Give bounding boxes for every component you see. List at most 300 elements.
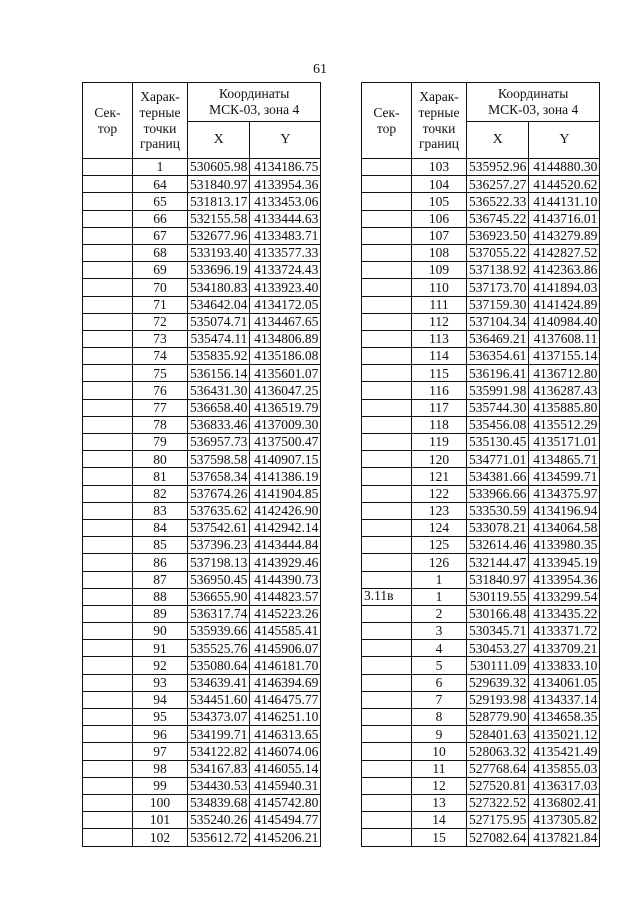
table-row [362, 365, 600, 382]
table-row [83, 348, 321, 365]
sector-cell [83, 330, 133, 347]
y-coordinate-cell: 4140907.15 [250, 451, 321, 468]
y-coordinate-cell: 4136519.79 [250, 399, 321, 416]
sector-cell [362, 348, 412, 365]
y-coordinate-cell: 4137155.14 [529, 348, 600, 365]
point-cell: 100 [133, 794, 188, 811]
points-header: Харак- терные точки границ [412, 83, 467, 159]
point-cell: 4 [412, 640, 467, 657]
table-row [362, 674, 600, 691]
point-cell: 123 [412, 502, 467, 519]
sector-cell [83, 760, 133, 777]
x-coordinate-cell: 536833.46 [188, 416, 250, 433]
y-coordinate-cell: 4144390.73 [250, 571, 321, 588]
x-coordinate-cell: 536923.50 [467, 227, 529, 244]
sector-cell [83, 210, 133, 227]
y-coordinate-cell: 4133453.06 [250, 193, 321, 210]
sector-cell [83, 640, 133, 657]
point-cell: 76 [133, 382, 188, 399]
table-row [83, 451, 321, 468]
point-cell: 119 [412, 434, 467, 451]
y-coordinate-cell: 4133833.10 [529, 657, 600, 674]
table-row [362, 794, 600, 811]
sector-cell [362, 777, 412, 794]
y-coordinate-cell: 4137821.84 [529, 829, 600, 846]
table-row [362, 726, 600, 743]
y-coordinate-cell: 4142426.90 [250, 502, 321, 519]
x-coordinate-cell: 536354.61 [467, 348, 529, 365]
table-row [83, 794, 321, 811]
point-cell: 3 [412, 623, 467, 640]
point-cell: 117 [412, 399, 467, 416]
coordinates-table-left [82, 82, 321, 847]
sector-cell [362, 502, 412, 519]
coordinates-table-right [361, 82, 600, 847]
table-row [362, 399, 600, 416]
x-coordinate-cell: 533696.19 [188, 262, 250, 279]
point-cell: 84 [133, 519, 188, 536]
table-row [83, 674, 321, 691]
table-row [83, 657, 321, 674]
table-row [362, 416, 600, 433]
table-row [362, 313, 600, 330]
y-coordinate-cell: 4133709.21 [529, 640, 600, 657]
x-coordinate-cell: 537198.13 [188, 554, 250, 571]
y-coordinate-cell: 4134467.65 [250, 313, 321, 330]
sector-cell [362, 193, 412, 210]
table-row [362, 709, 600, 726]
y-coordinate-cell: 4146475.77 [250, 691, 321, 708]
table-row [362, 743, 600, 760]
x-coordinate-cell: 536950.45 [188, 571, 250, 588]
sector-cell [83, 777, 133, 794]
y-coordinate-cell: 4133299.54 [529, 588, 600, 605]
page-number: 61 [313, 62, 327, 77]
x-coordinate-cell: 529193.98 [467, 691, 529, 708]
sector-cell [362, 451, 412, 468]
x-coordinate-cell: 536196.41 [467, 365, 529, 382]
point-cell: 124 [412, 519, 467, 536]
table-row [362, 691, 600, 708]
table-row [83, 434, 321, 451]
sector-cell [362, 210, 412, 227]
x-coordinate-cell: 536317.74 [188, 605, 250, 622]
y-coordinate-cell: 4135021.12 [529, 726, 600, 743]
sector-cell [362, 313, 412, 330]
sector-cell [362, 262, 412, 279]
point-cell: 125 [412, 537, 467, 554]
sector-cell [362, 399, 412, 416]
x-coordinate-cell: 532677.96 [188, 227, 250, 244]
x-coordinate-cell: 530111.09 [467, 657, 529, 674]
table-row [362, 227, 600, 244]
table-row [83, 571, 321, 588]
table-row [83, 760, 321, 777]
table-row [362, 244, 600, 261]
x-coordinate-cell: 537138.92 [467, 262, 529, 279]
table-row [83, 691, 321, 708]
table-row [83, 399, 321, 416]
x-coordinate-cell: 534451.60 [188, 691, 250, 708]
table-body-left [83, 159, 321, 847]
point-cell: 109 [412, 262, 467, 279]
sector-cell [362, 794, 412, 811]
x-coordinate-cell: 537674.26 [188, 485, 250, 502]
x-coordinate-cell: 535952.96 [467, 159, 529, 176]
y-coordinate-cell: 4140984.40 [529, 313, 600, 330]
x-coordinate-cell: 529639.32 [467, 674, 529, 691]
point-cell: 66 [133, 210, 188, 227]
table-row [83, 193, 321, 210]
x-coordinate-cell: 537635.62 [188, 502, 250, 519]
point-cell: 12 [412, 777, 467, 794]
sector-cell [362, 554, 412, 571]
sector-cell [362, 279, 412, 296]
point-cell: 113 [412, 330, 467, 347]
point-cell: 105 [412, 193, 467, 210]
point-cell: 70 [133, 279, 188, 296]
table-row [362, 193, 600, 210]
point-cell: 1 [412, 588, 467, 605]
point-cell: 2 [412, 605, 467, 622]
y-coordinate-cell: 4143716.01 [529, 210, 600, 227]
y-coordinate-cell: 4137608.11 [529, 330, 600, 347]
table-row [362, 571, 600, 588]
point-cell: 104 [412, 176, 467, 193]
sector-cell [362, 330, 412, 347]
table-row [83, 588, 321, 605]
y-coordinate-cell: 4133444.63 [250, 210, 321, 227]
y-coordinate-cell: 4133483.71 [250, 227, 321, 244]
y-coordinate-cell: 4133945.19 [529, 554, 600, 571]
point-cell: 101 [133, 812, 188, 829]
y-coordinate-cell: 4134658.35 [529, 709, 600, 726]
x-header: X [467, 122, 529, 159]
sector-cell [83, 451, 133, 468]
point-cell: 98 [133, 760, 188, 777]
table-row [362, 502, 600, 519]
table-row [83, 176, 321, 193]
sector-cell [83, 554, 133, 571]
y-coordinate-cell: 4136317.03 [529, 777, 600, 794]
sector-cell [83, 382, 133, 399]
point-cell: 1 [412, 571, 467, 588]
sector-cell [83, 348, 133, 365]
sector-cell [83, 588, 133, 605]
x-coordinate-cell: 537104.34 [467, 313, 529, 330]
point-cell: 116 [412, 382, 467, 399]
sector-cell [362, 434, 412, 451]
sector-cell [83, 262, 133, 279]
table-row [362, 468, 600, 485]
point-cell: 88 [133, 588, 188, 605]
x-coordinate-cell: 537159.30 [467, 296, 529, 313]
x-coordinate-cell: 535240.26 [188, 812, 250, 829]
x-header: X [188, 122, 250, 159]
sector-cell [362, 691, 412, 708]
table-row [83, 468, 321, 485]
y-coordinate-cell: 4136802.41 [529, 794, 600, 811]
table-row [362, 296, 600, 313]
sector-cell [83, 812, 133, 829]
table-row [83, 812, 321, 829]
x-coordinate-cell: 527768.64 [467, 760, 529, 777]
point-cell: 102 [133, 829, 188, 846]
point-cell: 86 [133, 554, 188, 571]
y-coordinate-cell: 4143929.46 [250, 554, 321, 571]
table-row [83, 554, 321, 571]
sector-cell [83, 726, 133, 743]
x-coordinate-cell: 537598.58 [188, 451, 250, 468]
sector-cell [83, 227, 133, 244]
sector-cell [83, 605, 133, 622]
sector-cell [83, 519, 133, 536]
point-cell: 9 [412, 726, 467, 743]
point-cell: 89 [133, 605, 188, 622]
table-row [362, 554, 600, 571]
point-cell: 64 [133, 176, 188, 193]
y-coordinate-cell: 4136047.25 [250, 382, 321, 399]
sector-cell [83, 468, 133, 485]
sector-cell [362, 382, 412, 399]
point-cell: 15 [412, 829, 467, 846]
x-coordinate-cell: 533530.59 [467, 502, 529, 519]
x-coordinate-cell: 532144.47 [467, 554, 529, 571]
y-coordinate-cell: 4133435.22 [529, 605, 600, 622]
y-coordinate-cell: 4135885.80 [529, 399, 600, 416]
table-row [83, 262, 321, 279]
x-coordinate-cell: 535456.08 [467, 416, 529, 433]
x-coordinate-cell: 534373.07 [188, 709, 250, 726]
y-coordinate-cell: 4133923.40 [250, 279, 321, 296]
sector-cell [83, 709, 133, 726]
x-coordinate-cell: 537173.70 [467, 279, 529, 296]
table-row [83, 279, 321, 296]
y-coordinate-cell: 4136712.80 [529, 365, 600, 382]
coordinates-header: Координаты МСК-03, зона 4 [467, 83, 600, 122]
point-cell: 67 [133, 227, 188, 244]
table-row [83, 296, 321, 313]
y-coordinate-cell: 4135855.03 [529, 760, 600, 777]
x-coordinate-cell: 533078.21 [467, 519, 529, 536]
sector-cell [362, 829, 412, 846]
sector-cell [83, 537, 133, 554]
sector-cell [362, 605, 412, 622]
table-body-right [362, 159, 600, 847]
y-header: Y [250, 122, 321, 159]
point-cell: 68 [133, 244, 188, 261]
y-coordinate-cell: 4144880.30 [529, 159, 600, 176]
table-row [83, 485, 321, 502]
x-coordinate-cell: 537658.34 [188, 468, 250, 485]
x-coordinate-cell: 536655.90 [188, 588, 250, 605]
x-coordinate-cell: 535744.30 [467, 399, 529, 416]
y-coordinate-cell: 4143444.84 [250, 537, 321, 554]
x-coordinate-cell: 536257.27 [467, 176, 529, 193]
x-coordinate-cell: 535612.72 [188, 829, 250, 846]
sector-header: Сек- тор [83, 83, 133, 159]
point-cell: 69 [133, 262, 188, 279]
point-cell: 111 [412, 296, 467, 313]
point-cell: 10 [412, 743, 467, 760]
sector-cell [362, 623, 412, 640]
x-coordinate-cell: 530453.27 [467, 640, 529, 657]
sector-cell [362, 519, 412, 536]
point-cell: 108 [412, 244, 467, 261]
point-cell: 110 [412, 279, 467, 296]
y-coordinate-cell: 4146251.10 [250, 709, 321, 726]
sector-cell [362, 571, 412, 588]
point-cell: 115 [412, 365, 467, 382]
x-coordinate-cell: 534122.82 [188, 743, 250, 760]
y-coordinate-cell: 4145742.80 [250, 794, 321, 811]
table-row [362, 623, 600, 640]
y-coordinate-cell: 4134375.97 [529, 485, 600, 502]
y-coordinate-cell: 4134196.94 [529, 502, 600, 519]
point-cell: 79 [133, 434, 188, 451]
point-cell: 106 [412, 210, 467, 227]
y-coordinate-cell: 4142363.86 [529, 262, 600, 279]
y-coordinate-cell: 4141894.03 [529, 279, 600, 296]
point-cell: 74 [133, 348, 188, 365]
sector-cell [362, 485, 412, 502]
y-coordinate-cell: 4142942.14 [250, 519, 321, 536]
x-coordinate-cell: 536957.73 [188, 434, 250, 451]
sector-cell [362, 176, 412, 193]
x-coordinate-cell: 535835.92 [188, 348, 250, 365]
sector-cell [362, 743, 412, 760]
point-cell: 90 [133, 623, 188, 640]
table-row [83, 502, 321, 519]
table-row [362, 176, 600, 193]
table-row [362, 829, 600, 846]
x-coordinate-cell: 534639.41 [188, 674, 250, 691]
y-coordinate-cell: 4135512.29 [529, 416, 600, 433]
y-coordinate-cell: 4145940.31 [250, 777, 321, 794]
y-coordinate-cell: 4145906.07 [250, 640, 321, 657]
y-coordinate-cell: 4144520.62 [529, 176, 600, 193]
sector-cell [83, 176, 133, 193]
sector-cell [362, 296, 412, 313]
table-row [83, 313, 321, 330]
x-coordinate-cell: 531813.17 [188, 193, 250, 210]
y-coordinate-cell: 4133577.33 [250, 244, 321, 261]
y-coordinate-cell: 4133954.36 [250, 176, 321, 193]
table-row [83, 210, 321, 227]
table-row [83, 709, 321, 726]
point-cell: 8 [412, 709, 467, 726]
y-coordinate-cell: 4142827.52 [529, 244, 600, 261]
y-coordinate-cell: 4134806.89 [250, 330, 321, 347]
y-coordinate-cell: 4146181.70 [250, 657, 321, 674]
y-coordinate-cell: 4137009.30 [250, 416, 321, 433]
y-coordinate-cell: 4144131.10 [529, 193, 600, 210]
x-coordinate-cell: 534199.71 [188, 726, 250, 743]
y-coordinate-cell: 4134061.05 [529, 674, 600, 691]
x-coordinate-cell: 535991.98 [467, 382, 529, 399]
x-coordinate-cell: 528779.90 [467, 709, 529, 726]
point-cell: 120 [412, 451, 467, 468]
sector-cell [83, 691, 133, 708]
sector-cell [83, 502, 133, 519]
x-coordinate-cell: 536658.40 [188, 399, 250, 416]
sector-cell [83, 159, 133, 176]
table-row [362, 588, 600, 605]
point-cell: 1 [133, 159, 188, 176]
point-cell: 77 [133, 399, 188, 416]
sector-cell [83, 399, 133, 416]
x-coordinate-cell: 532614.46 [467, 537, 529, 554]
sector-cell [362, 537, 412, 554]
x-coordinate-cell: 534430.53 [188, 777, 250, 794]
sector-cell [362, 159, 412, 176]
point-cell: 13 [412, 794, 467, 811]
x-coordinate-cell: 530345.71 [467, 623, 529, 640]
table-row [362, 519, 600, 536]
y-coordinate-cell: 4134186.75 [250, 159, 321, 176]
point-cell: 65 [133, 193, 188, 210]
y-coordinate-cell: 4136287.43 [529, 382, 600, 399]
x-coordinate-cell: 537542.61 [188, 519, 250, 536]
point-cell: 94 [133, 691, 188, 708]
point-cell: 126 [412, 554, 467, 571]
y-coordinate-cell: 4134599.71 [529, 468, 600, 485]
table-row [83, 330, 321, 347]
y-coordinate-cell: 4145206.21 [250, 829, 321, 846]
y-coordinate-cell: 4134064.58 [529, 519, 600, 536]
sector-cell [83, 623, 133, 640]
point-cell: 122 [412, 485, 467, 502]
point-cell: 103 [412, 159, 467, 176]
table-row [362, 279, 600, 296]
y-coordinate-cell: 4143279.89 [529, 227, 600, 244]
point-cell: 93 [133, 674, 188, 691]
sector-cell [362, 244, 412, 261]
table-row [83, 726, 321, 743]
table-row [83, 416, 321, 433]
table-row [83, 244, 321, 261]
point-cell: 71 [133, 296, 188, 313]
x-coordinate-cell: 534167.83 [188, 760, 250, 777]
point-cell: 72 [133, 313, 188, 330]
point-cell: 91 [133, 640, 188, 657]
x-coordinate-cell: 531840.97 [188, 176, 250, 193]
x-coordinate-cell: 535080.64 [188, 657, 250, 674]
y-header: Y [529, 122, 600, 159]
x-coordinate-cell: 536745.22 [467, 210, 529, 227]
x-coordinate-cell: 536469.21 [467, 330, 529, 347]
y-coordinate-cell: 4144823.57 [250, 588, 321, 605]
y-coordinate-cell: 4146313.65 [250, 726, 321, 743]
x-coordinate-cell: 536156.14 [188, 365, 250, 382]
x-coordinate-cell: 530605.98 [188, 159, 250, 176]
sector-cell [83, 794, 133, 811]
y-coordinate-cell: 4145494.77 [250, 812, 321, 829]
x-coordinate-cell: 533966.66 [467, 485, 529, 502]
sector-cell [83, 743, 133, 760]
y-coordinate-cell: 4133954.36 [529, 571, 600, 588]
x-coordinate-cell: 535525.76 [188, 640, 250, 657]
sector-cell [362, 416, 412, 433]
sector-cell [362, 674, 412, 691]
x-coordinate-cell: 536431.30 [188, 382, 250, 399]
y-coordinate-cell: 4137305.82 [529, 812, 600, 829]
x-coordinate-cell: 530166.48 [467, 605, 529, 622]
table-row [362, 434, 600, 451]
x-coordinate-cell: 527082.64 [467, 829, 529, 846]
table-row [83, 537, 321, 554]
sector-cell [83, 829, 133, 846]
